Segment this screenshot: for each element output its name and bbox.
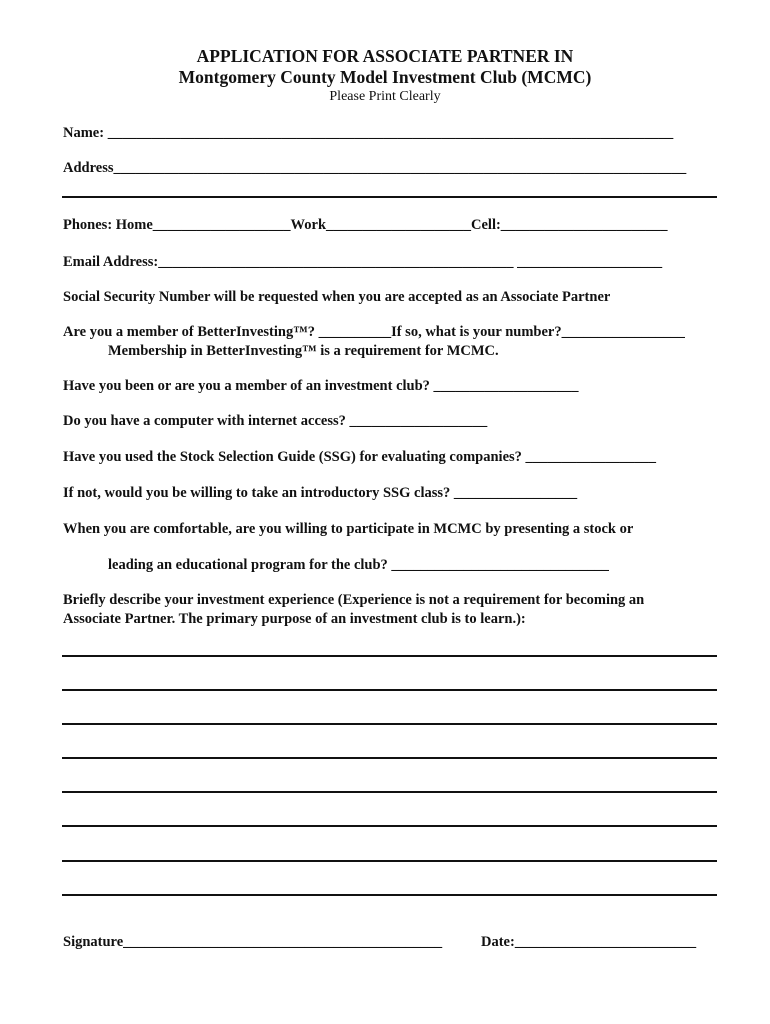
experience-answer-line[interactable] (62, 723, 717, 725)
experience-answer-line[interactable] (62, 757, 717, 759)
experience-answer-line[interactable] (62, 894, 717, 896)
name-field[interactable]: Name: ______________________________________________________________________________ (63, 125, 674, 141)
betterinvesting-question[interactable]: Are you a member of BetterInvesting™? __________If so, what is your number?_________________ (63, 324, 685, 340)
address-field[interactable]: Address_______________________________________________________________________________ (63, 160, 687, 176)
experience-answer-line[interactable] (62, 825, 717, 827)
address-line-2[interactable] (62, 196, 717, 198)
experience-answer-line[interactable] (62, 655, 717, 657)
signature-field[interactable]: Signature____________________________________________ (63, 934, 443, 950)
experience-answer-line[interactable] (62, 791, 717, 793)
participate-question-line2[interactable]: leading an educational program for the club? ______________________________ (108, 557, 609, 573)
ssg-question[interactable]: Have you used the Stock Selection Guide (SSG) for evaluating companies? __________________ (63, 449, 657, 465)
experience-answer-line[interactable] (62, 860, 717, 862)
ssg-class-question[interactable]: If not, would you be willing to take an introductory SSG class? _________________ (63, 485, 578, 501)
page-title-line2: Montgomery County Model Investment Club (MCMC) (178, 67, 592, 87)
page-subtitle: Please Print Clearly (329, 89, 441, 104)
computer-question[interactable]: Do you have a computer with internet access? ___________________ (63, 413, 488, 429)
date-field[interactable]: Date:_________________________ (481, 934, 697, 950)
participate-question-line1: When you are comfortable, are you willing to participate in MCMC by presenting a stock or (63, 521, 634, 537)
page-title-line1: APPLICATION FOR ASSOCIATE PARTNER IN (196, 46, 574, 66)
ssn-note: Social Security Number will be requested when you are accepted as an Associate Partner (63, 289, 611, 305)
experience-answer-line[interactable] (62, 689, 717, 691)
experience-prompt-line1: Briefly describe your investment experience (Experience is not a requirement for becoming an (63, 592, 645, 608)
email-field[interactable]: Email Address:_________________________________________________ ____________________ (63, 254, 663, 270)
phones-field[interactable]: Phones: Home___________________Work____________________Cell:_______________________ (63, 217, 668, 233)
investment-club-question[interactable]: Have you been or are you a member of an investment club? ____________________ (63, 378, 579, 394)
experience-prompt-line2: Associate Partner. The primary purpose of an investment club is to learn.): (63, 611, 526, 627)
betterinvesting-note: Membership in BetterInvesting™ is a requirement for MCMC. (108, 343, 499, 359)
